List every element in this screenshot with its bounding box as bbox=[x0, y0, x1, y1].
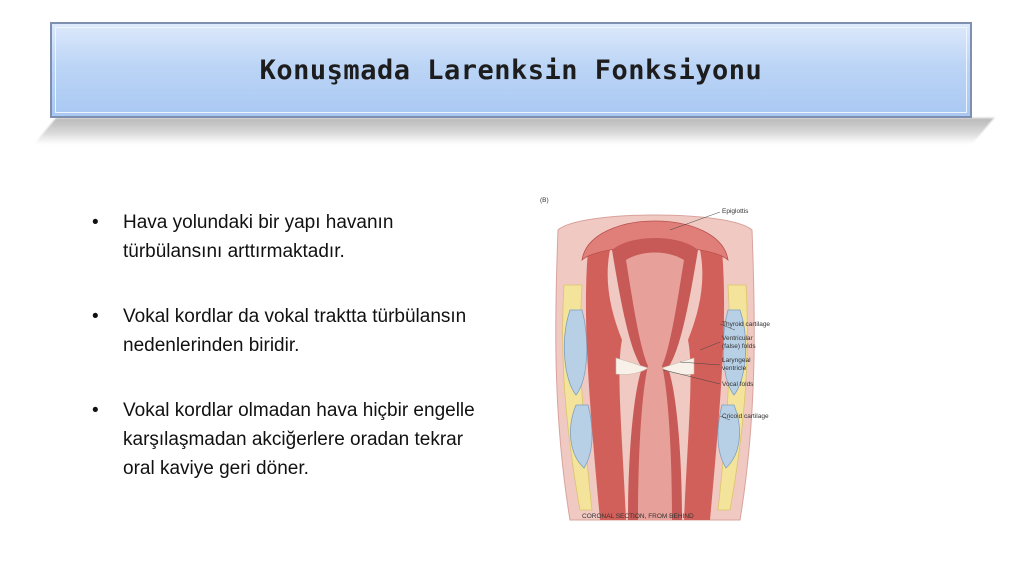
figure-panel-letter: (B) bbox=[540, 197, 549, 204]
label-vocal-folds: Vocal folds bbox=[722, 381, 754, 388]
bullet-item bbox=[92, 208, 492, 266]
label-laryngeal-ventricle-2: ventricle bbox=[722, 365, 747, 372]
label-ventricular-folds-1: Ventricular bbox=[722, 335, 753, 342]
larynx-illustration bbox=[530, 190, 780, 525]
label-laryngeal-ventricle-1: Laryngeal bbox=[722, 357, 751, 364]
bullet-list bbox=[92, 208, 492, 519]
bullet-dot-icon: • bbox=[92, 400, 99, 421]
title-banner bbox=[50, 22, 972, 118]
bullet-text: Vokal kordlar olmadan hava hiçbir engelle karşılaşmadan akciğerlere oradan tekrar oral kaviye geri döner. bbox=[123, 400, 475, 479]
bullet-item bbox=[92, 396, 492, 483]
figure-caption: CORONAL SECTION, FROM BEHIND bbox=[582, 513, 694, 520]
label-thyroid-cartilage: Thyroid cartilage bbox=[722, 321, 771, 328]
bullet-text: Vokal kordlar da vokal traktta türbülansın nedenlerinden biridir. bbox=[123, 306, 467, 356]
title-shadow bbox=[34, 118, 994, 144]
label-cricoid-cartilage: Cricoid cartilage bbox=[722, 413, 769, 420]
slide-title: Konuşmada Larenksin Fonksiyonu bbox=[259, 54, 763, 86]
bullet-dot-icon: • bbox=[92, 306, 99, 327]
label-ventricular-folds-2: (false) folds bbox=[722, 343, 756, 350]
bullet-item bbox=[92, 302, 492, 360]
label-epiglottis: Epiglottis bbox=[722, 208, 749, 215]
bullet-text: Hava yolundaki bir yapı havanın türbülansını arttırmaktadır. bbox=[123, 212, 394, 262]
bullet-dot-icon: • bbox=[92, 212, 99, 233]
